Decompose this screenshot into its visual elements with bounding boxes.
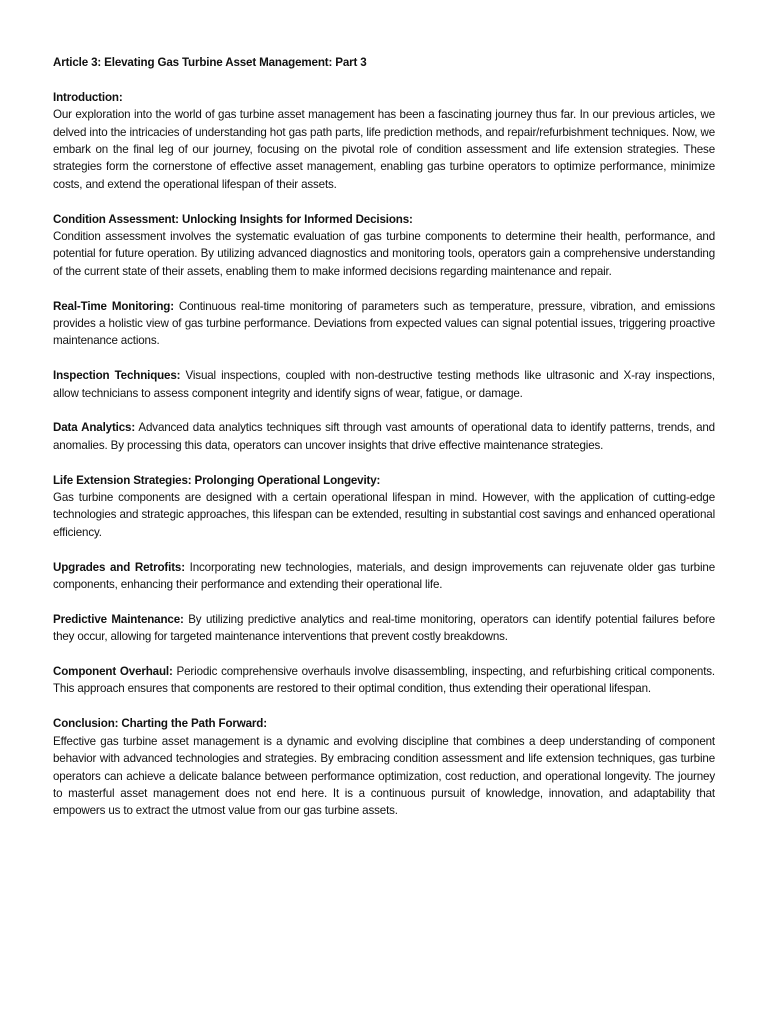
lead-data-analytics: Data Analytics: (53, 421, 136, 435)
paragraph-component-overhaul (53, 663, 715, 698)
conclusion-heading: Conclusion: Charting the Path Forward: (53, 717, 267, 731)
condition-body: Condition assessment involves the systematic evaluation of gas turbine components to determine their health, performance, and potential for future operation. By utilizing advanced diagnostics and monitoring tools, operators gain a comprehensive understanding of the current state of their assets, enabling them to make informed decisions regarding maintenance and repair. (53, 230, 715, 278)
intro-body: Our exploration into the world of gas turbine asset management has been a fascinating journey thus far. In our previous articles, we delved into the intricacies of understanding hot gas path parts, life prediction methods, and repair/refurbishment techniques. Now, we embark on the final leg of our journey, focusing on the pivotal role of condition assessment and life extension strategies. These strategies form the cornerstone of effective asset management, enabling gas turbine operators to optimize performance, minimize costs, and extend the operational lifespan of their assets. (53, 108, 715, 191)
condition-section (53, 211, 715, 281)
lead-predictive-maintenance: Predictive Maintenance: (53, 612, 184, 626)
lead-upgrades-retrofits: Upgrades and Retrofits: (53, 560, 185, 574)
paragraph-predictive-maintenance (53, 611, 715, 646)
text-component-overhaul: Periodic comprehensive overhauls involve disassembling, inspecting, and refurbishing critical components. This approach ensures that components are restored to their optimal condition, thus extending their operational lifespan. (53, 665, 715, 696)
paragraph-data-analytics (53, 419, 715, 454)
conclusion-section (53, 715, 715, 819)
text-predictive-maintenance: By utilizing predictive analytics and real-time monitoring, operators can identify potential failures before they occur, allowing for targeted maintenance interventions that prevent costly breakdowns. (53, 612, 715, 644)
condition-heading: Condition Assessment: Unlocking Insights for Informed Decisions: (53, 212, 413, 226)
intro-heading: Introduction: (53, 90, 123, 104)
paragraph-upgrades-retrofits (53, 559, 715, 594)
article-title: Article 3: Elevating Gas Turbine Asset Management: Part 3 (53, 56, 367, 69)
lead-component-overhaul: Component Overhaul: (53, 665, 173, 679)
text-real-time-monitoring: Continuous real-time monitoring of parameters such as temperature, pressure, vibration, and emissions provides a holistic view of gas turbine performance. Deviations from expected values can signal potential issues, triggering proactive maintenance actions. (53, 299, 716, 348)
lead-inspection-techniques: Inspection Techniques: (53, 369, 181, 383)
text-upgrades-retrofits: Incorporating new technologies, materials, and design improvements can rejuvenate older gas turbine components, enhancing their performance and extending their operational life. (53, 560, 715, 592)
life-extension-section (53, 472, 715, 542)
conclusion-body: Effective gas turbine asset management is a dynamic and evolving discipline that combines a deep understanding of component behavior with advanced technologies and strategies. By embracing condition assessment and life extension techniques, gas turbine operators can achieve a delicate balance between performance optimization, cost reduction, and operational longevity. The journey to masterful asset management does not end here. It is a continuous pursuit of knowledge, innovation, and adaptability that empowers us to extract the utmost value from our gas turbine assets. (53, 734, 715, 818)
intro-section (53, 89, 715, 193)
lead-real-time-monitoring: Real-Time Monitoring: (53, 299, 174, 313)
paragraph-real-time-monitoring (53, 298, 715, 350)
document-page (53, 54, 715, 837)
paragraph-inspection-techniques (53, 367, 715, 402)
text-inspection-techniques: Visual inspections, coupled with non-destructive testing methods like ultrasonic and X-ray inspections, allow technicians to assess component integrity and identify signs of wear, fatigue, or damage. (53, 369, 715, 400)
life-extension-body: Gas turbine components are designed with a certain operational lifespan in mind. However, with the application of cutting-edge technologies and strategic approaches, this lifespan can be extended, resulting in substantial cost savings and enhanced operational efficiency. (53, 491, 715, 539)
life-extension-heading: Life Extension Strategies: Prolonging Operational Longevity: (53, 473, 381, 487)
text-data-analytics: Advanced data analytics techniques sift through vast amounts of operational data to identify patterns, trends, and anomalies. By processing this data, operators can uncover insights that drive effective maintenance strategies. (53, 421, 715, 452)
